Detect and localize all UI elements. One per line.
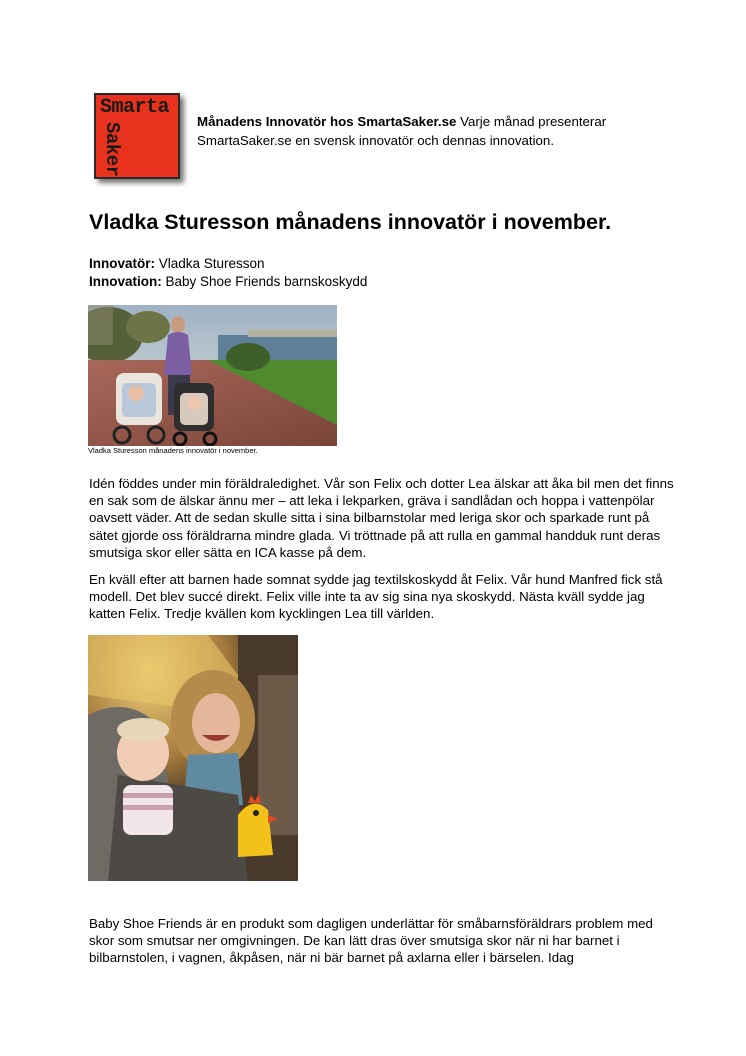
logo-word-saker: Saker — [101, 122, 123, 177]
photo-caption: Vladka Sturesson månadens innovatör i november. — [88, 446, 258, 455]
paragraph-origin: Idén föddes under min föräldraledighet. Vår son Felix och dotter Lea älskar att åka bil men det finns en sak som de älskar ännu mer – att leka i lekparken, gräva i sandlådan och hoppa i vattenpölar oavsett väder. Att de sedan skulle sitta i sina bilbarnstolar med leriga skor och sparkade runt på sätet gjorde oss föräldrarna mindre glada. Vi tröttnade på att rulla en gammal handduk runt deras smutsiga skor eller sätta en ICA kasse på dem. — [89, 476, 674, 560]
innovation-label: Innovation: — [89, 274, 162, 289]
intro-text — [197, 113, 667, 150]
smartasaker-logo — [94, 93, 180, 179]
innovator-line — [89, 255, 367, 273]
innovator-label: Innovatör: — [89, 256, 155, 271]
photo-promenade-image — [88, 305, 337, 446]
page-title: Vladka Sturesson månadens innovatör i november. — [89, 210, 612, 234]
photo-promenade-strollers — [88, 305, 337, 446]
intro-rest: Varje månad presenterar SmartaSaker.se en svensk innovatör och dennas innovation. — [197, 114, 607, 148]
intro-bold: Månadens Innovatör hos SmartaSaker.se — [197, 114, 457, 129]
photo-car-seat-image — [88, 635, 298, 881]
photo-car-seat — [88, 635, 298, 881]
logo-word-smarta: Smarta — [100, 96, 170, 119]
innovation-value: Baby Shoe Friends barnskoskydd — [161, 274, 368, 289]
paragraph-product: Baby Shoe Friends är en produkt som dagligen underlättar för småbarnsföräldrars problem med skor som smutsar ner omgivningen. De kan lätt dras över smutsiga skor när ni har barnet i bilbarnstolen, i vagnen, åkpåsen, när ni bär barnet på axlarna eller i bärselen. Idag — [89, 916, 653, 966]
innovation-line — [89, 273, 367, 291]
innovator-value: Vladka Sturesson — [155, 256, 265, 271]
innovator-meta — [89, 255, 367, 291]
paragraph-first-prototype: En kväll efter att barnen hade somnat sydde jag textilskoskydd åt Felix. Vår hund Manfred fick stå modell. Det blev succé direkt. Felix ville inte ta av sig sina nya skoskydd. Nästa kväll sydde jag katten Felix. Tredje kvällen kom kycklingen Lea till världen. — [89, 572, 663, 622]
